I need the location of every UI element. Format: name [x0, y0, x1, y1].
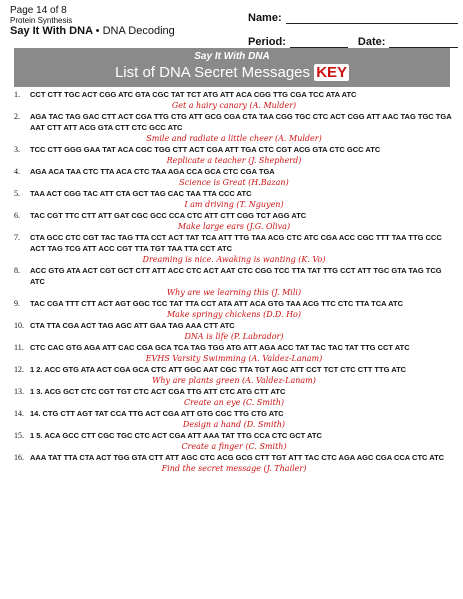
- period-field[interactable]: [290, 37, 348, 48]
- item-number: 3.: [14, 145, 20, 154]
- item-number: 15.: [14, 431, 24, 440]
- date-label: Date:: [357, 36, 386, 48]
- name-label: Name:: [248, 12, 282, 24]
- dna-code: CTA GCC CTC CGT TAC TAG TTA CCT ACT TAT TCA ATT TTG TAA ACG CTC ATC CGA ACC CGC TTT TAA TTG CCC ACT TAG TCG ATT ACC CGT TTA TGT TAA TTA CCT ATC: [30, 233, 442, 253]
- item-number: 10.: [14, 321, 24, 330]
- name-field-row: [248, 10, 458, 24]
- decoded-answer: Why are plants green (A. Valdez-Lanam): [152, 376, 316, 385]
- banner-heading-row: [14, 63, 450, 83]
- name-field[interactable]: [286, 13, 458, 24]
- item-number: 13.: [14, 387, 24, 396]
- student-info-fields: [248, 10, 458, 48]
- message-item: [14, 232, 454, 265]
- item-number: 8.: [14, 266, 20, 275]
- message-item: [14, 298, 454, 320]
- dna-code: TAC CGA TTT CTT ACT AGT GGC TCC TAT TTA CCT ATA ATT ACA GTG TAA ACG TTC CTC TTA TCA ATC: [30, 299, 403, 308]
- message-item: [14, 265, 454, 298]
- message-item: [14, 320, 454, 342]
- item-number: 4.: [14, 167, 20, 176]
- dna-code: 1 3. ACG GCT CTC CGT TGT CTC ACT CGA TTG ATT CTC ATG CTT ATC: [30, 387, 286, 396]
- decoded-answer: Find the secret message (J. Thailer): [161, 464, 307, 473]
- decoded-answer: Replicate a teacher (J. Shepherd): [166, 156, 302, 165]
- dna-code: AGA TAC TAG GAC CTT ACT CGA TTG CTG ATT GCG CGA CTA TAA CGG TGC CTC ACT CGG ATT AAC TAG TGC TGA AAT CTT ATT ACG GTA CTT CTC GCC ATC: [30, 112, 452, 132]
- dna-code: TAA ACT CGG TAC ATT CTA GCT TAG CAC TAA TTA CCC ATC: [30, 189, 252, 198]
- date-field[interactable]: [389, 37, 458, 48]
- decoded-answer: Why are we learning this (J. Mili): [166, 288, 302, 297]
- key-badge: KEY: [316, 64, 348, 81]
- item-number: 12.: [14, 365, 24, 374]
- decoded-answer: EVHS Varsity Swimming (A. Valdez-Lanam): [145, 354, 323, 363]
- item-number: 7.: [14, 233, 20, 242]
- topic-label: Protein Synthesis: [10, 16, 73, 25]
- unit-name: Say It With DNA: [10, 25, 93, 37]
- dna-code: 14. CTG CTT AGT TAT CCA TTG ACT CGA ATT GTG CGC TTG CTG ATC: [30, 409, 284, 418]
- message-item: [14, 188, 454, 210]
- dna-code: 1 2. ACC GTG ATA ACT CGA GCA CTC ATT GGC AAT CGC TTA TGT AGC ATT CCT TCT CTC CTT TTG ATC: [30, 365, 407, 374]
- message-item: [14, 89, 454, 111]
- item-number: 16.: [14, 453, 24, 462]
- decoded-answer: Dreaming is nice. Awaking is wanting (K. Vo): [142, 255, 326, 264]
- message-item: [14, 144, 454, 166]
- dna-code: CCT CTT TGC ACT CGG ATC GTA CGC TAT TCT ATG ATT ACA CGG TTG CGA TCC ATA ATC: [30, 90, 357, 99]
- unit-title: [10, 25, 175, 38]
- message-list: [14, 89, 454, 474]
- period-label: Period:: [248, 36, 286, 48]
- decoded-answer: DNA is life (P. Labrador): [184, 332, 284, 341]
- message-item: [14, 342, 454, 364]
- decoded-answer: I am driving (T. Nguyen): [184, 200, 284, 209]
- banner-title: Say It With DNA: [194, 51, 270, 62]
- unit-subtitle: DNA Decoding: [102, 25, 175, 37]
- decoded-answer: Science is Great (H.Bazan): [179, 178, 289, 187]
- decoded-answer: Design a hand (D. Smith): [182, 420, 286, 429]
- bullet-separator: •: [95, 25, 100, 37]
- message-item: [14, 111, 454, 144]
- item-number: 2.: [14, 112, 20, 121]
- dna-code: CTA TTA CGA ACT TAG AGC ATT GAA TAG AAA CTT ATC: [30, 321, 235, 330]
- message-item: [14, 452, 454, 474]
- item-number: 11.: [14, 343, 24, 352]
- item-number: 6.: [14, 211, 20, 220]
- dna-code: ACC GTG ATA ACT CGT GCT CTT ATT ACC CTC ACT AAT CTC CGG TCC TTA TAT TTG CCT ATT TGC GTA TAG TCG ATC: [30, 266, 442, 286]
- item-number: 14.: [14, 409, 24, 418]
- decoded-answer: Create an eye (C. Smith): [183, 398, 285, 407]
- message-item: [14, 166, 454, 188]
- dna-code: AGA ACA TAA CTC TTA ACA CTC TAA AGA CCA GCA CTC CGA TGA: [30, 167, 275, 176]
- dna-code: AAA TAT TTA CTA ACT TGG GTA CTT ATT AGC CTC ACG GCG CTT TGT ATT TAC CTC AGA AGC CGA CCA CTC ATC: [30, 453, 445, 462]
- message-item: [14, 430, 454, 452]
- message-item: [14, 210, 454, 232]
- item-number: 9.: [14, 299, 20, 308]
- decoded-answer: Make springy chickens (D.D. Ho): [166, 310, 301, 319]
- decoded-answer: Make large ears (J.G. Oliva): [177, 222, 291, 231]
- header-left: [10, 5, 175, 38]
- dna-code: CTC CAC GTG AGA ATT CAC CGA GCA TCA TAG TGG ATG ATT AGA ACC TAT TAC TAC TAT TTG CCT ATC: [30, 343, 410, 352]
- dna-code: 1 5. ACA GCC CTT CGC TGC CTC ACT CGA ATT AAA TAT TTG CCA CTC GCT ATC: [30, 431, 322, 440]
- message-item: [14, 386, 454, 408]
- message-item: [14, 364, 454, 386]
- decoded-answer: Get a hairy canary (A. Mulder): [171, 101, 297, 110]
- item-number: 5.: [14, 189, 20, 198]
- message-item: [14, 408, 454, 430]
- dna-code: TCC CTT GGG GAA TAT ACA CGC TGG CTT ACT CGA ATT TGA CTC CGT ACG GTA CTC GCC ATC: [30, 145, 381, 154]
- item-number: 1.: [14, 90, 20, 99]
- page-number: Page 14 of 8: [10, 5, 67, 16]
- decoded-answer: Create a finger (C. Smith): [181, 442, 287, 451]
- title-banner: [14, 48, 450, 87]
- dna-code: TAC CGT TTC CTT ATT GAT CGC GCC CCA CTC ATT CTT CGG TCT AGG ATC: [30, 211, 307, 220]
- banner-heading: List of DNA Secret Messages: [114, 64, 311, 81]
- decoded-answer: Smile and radiate a little cheer (A. Mulder): [146, 134, 322, 143]
- period-date-row: [248, 34, 458, 48]
